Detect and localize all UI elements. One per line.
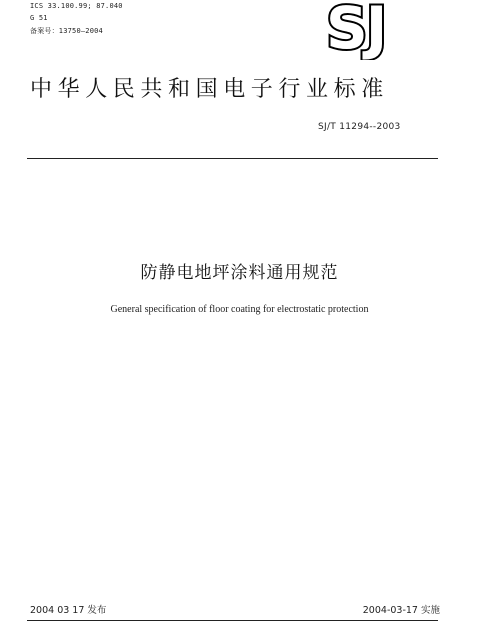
header-divider	[27, 158, 438, 159]
document-title-chinese: 防静电地坪涂料通用规范	[140, 263, 339, 283]
implementation-date: 2004-03-17 实施	[362, 605, 440, 616]
ics-code: ICS 33.100.99; 87.040	[30, 2, 123, 10]
standard-code: SJ/T 11294--2003	[318, 122, 401, 132]
standard-title: 中华人民共和国电子行业标准	[30, 77, 389, 102]
issue-date: 2004 03 17 发布	[30, 605, 107, 616]
sj-logo: SJ	[326, 0, 386, 60]
document-title-english: General specification of floor coating for electrostatic protection	[110, 304, 369, 315]
classification-code: G 51	[30, 14, 48, 22]
registration-number: 备案号：13750—2004	[30, 27, 103, 35]
footer-divider	[27, 620, 438, 621]
